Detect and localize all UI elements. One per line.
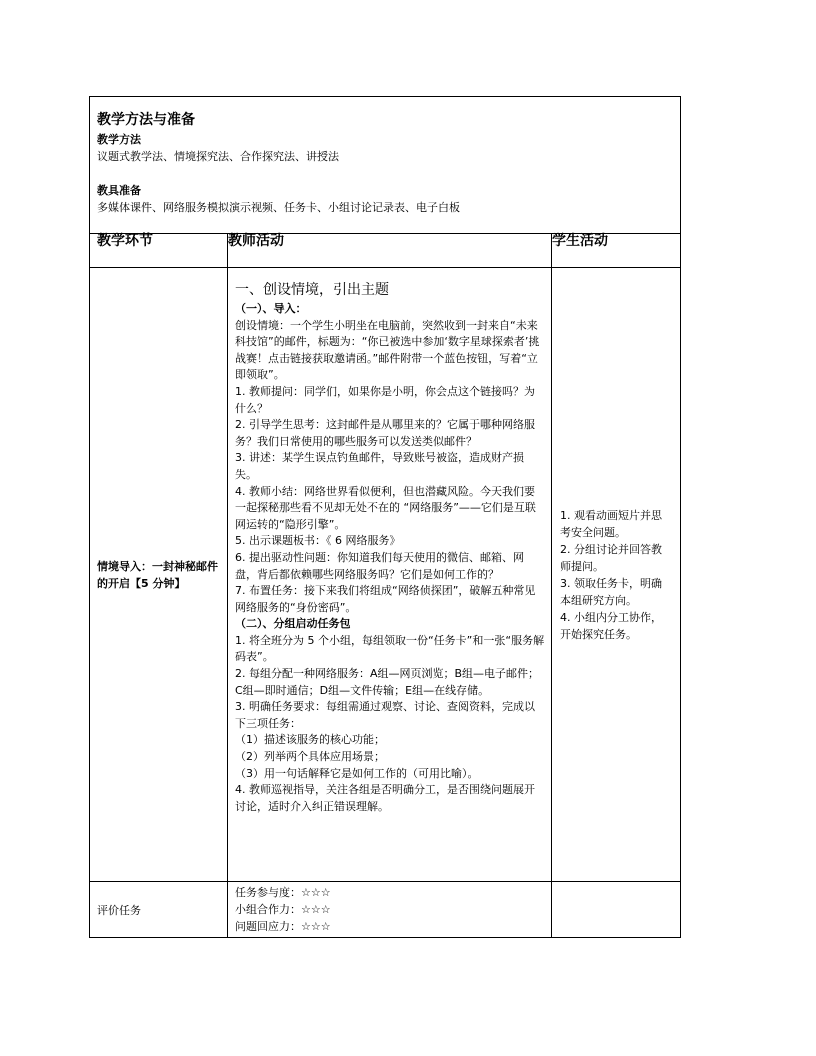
teacher-p7: 6. 提出驱动性问题：你知道我们每天使用的微信、邮箱、网盘，背后都依赖哪些网络服务吗？它们是如何工作的？ xyxy=(235,550,524,581)
methods-section-row xyxy=(90,97,681,234)
teacher-p9: 1. 将全班分为 5 个小组，每组领取一份“任务卡”和一张“服务解码表”。 xyxy=(235,633,545,664)
student-item-2: 2. 分组讨论并回答教师提问。 xyxy=(560,542,662,573)
teacher-p12: （1）描述该服务的核心功能； xyxy=(235,733,385,747)
teacher-sub1: （一）、导入： xyxy=(235,302,307,315)
evaluation-row xyxy=(90,882,681,938)
tools-label: 教具准备 xyxy=(97,184,141,197)
teacher-p15: 4. 教师巡视指导，关注各组是否明确分工，是否围绕问题展开讨论，适时介入纠正错误理解。 xyxy=(235,783,535,813)
teacher-activity xyxy=(228,268,552,882)
evaluation-empty-cell xyxy=(552,882,681,938)
tools-text: 多媒体课件、网络服务模拟演示视频、任务卡、小组讨论记录表、电子白板 xyxy=(97,201,460,214)
evaluation-item: 问题回应力：☆☆☆ xyxy=(235,920,331,933)
phase-label: 情境导入：一封神秘邮件的开启【5 分钟】 xyxy=(90,268,228,882)
methods-label: 教学方法 xyxy=(97,133,141,146)
section-title: 教学方法与准备 xyxy=(97,112,195,128)
teacher-header: 教师活动 xyxy=(228,234,552,268)
teacher-p1: 创设情境：一个学生小明坐在电脑前，突然收到一封来自“未来科技馆”的邮件，标题为：“你已被选中参加‘数字星球探索者’挑战赛！点击链接获取邀请函。”邮件附带一个蓝色按钮，写着“立即领取”。 xyxy=(235,318,540,382)
student-header: 学生活动 xyxy=(552,234,681,268)
evaluation-label: 评价任务 xyxy=(90,882,228,938)
teacher-p13: （2）列举两个具体应用场景； xyxy=(235,750,385,764)
teacher-p5: 4. 教师小结：网络世界看似便利，但也潜藏风险。今天我们要一起探秘那些看不见却无处不在的 “网络服务”——它们是互联网运转的“隐形引擎”。 xyxy=(235,484,536,531)
student-activity xyxy=(552,268,681,882)
student-item-3: 3. 领取任务卡，明确本组研究方向。 xyxy=(560,576,662,607)
teacher-p10: 2. 每组分配一种网络服务：A组—网页浏览；B组—电子邮件；C组—即时通信；D组—文件传输；E组—在线存储。 xyxy=(235,667,540,697)
teacher-sub2: （二）、分组启动任务包 xyxy=(235,617,351,631)
phase-header: 教学环节 xyxy=(90,234,228,268)
teacher-p2: 1. 教师提问：同学们，如果你是小明，你会点这个链接吗？为什么？ xyxy=(235,384,535,415)
teacher-heading: 一、创设情境，引出主题 xyxy=(235,282,389,298)
teacher-p6: 5. 出示课题板书：《 6 网络服务》 xyxy=(235,534,401,548)
student-item-1: 1. 观看动画短片并思考安全问题。 xyxy=(560,508,662,539)
teacher-p8: 7. 布置任务：接下来我们将组成“网络侦探团”，破解五种常见网络服务的“身份密码”。 xyxy=(235,584,536,614)
evaluation-items xyxy=(228,882,552,938)
activity-row xyxy=(90,268,681,882)
teacher-p3: 2. 引导学生思考：这封邮件是从哪里来的？它属于哪种网络服务？我们日常使用的哪些服务可以发送类似邮件？ xyxy=(235,418,535,448)
teacher-p11: 3. 明确任务要求：每组需通过观察、讨论、查阅资料，完成以下三项任务： xyxy=(235,700,535,730)
evaluation-item: 小组合作力：☆☆☆ xyxy=(235,903,331,916)
teacher-p4: 3. 讲述：某学生误点钓鱼邮件，导致账号被盗，造成财产损失。 xyxy=(235,451,524,481)
methods-text: 议题式教学法、情境探究法、合作探究法、讲授法 xyxy=(97,150,339,163)
teacher-p14: （3）用一句话解释它是如何工作的（可用比喻）。 xyxy=(235,766,479,780)
lesson-plan-table xyxy=(89,96,681,938)
column-header-row xyxy=(90,234,681,268)
evaluation-item: 任务参与度：☆☆☆ xyxy=(235,886,331,899)
student-item-4: 4. 小组内分工协作，开始探究任务。 xyxy=(560,610,662,641)
